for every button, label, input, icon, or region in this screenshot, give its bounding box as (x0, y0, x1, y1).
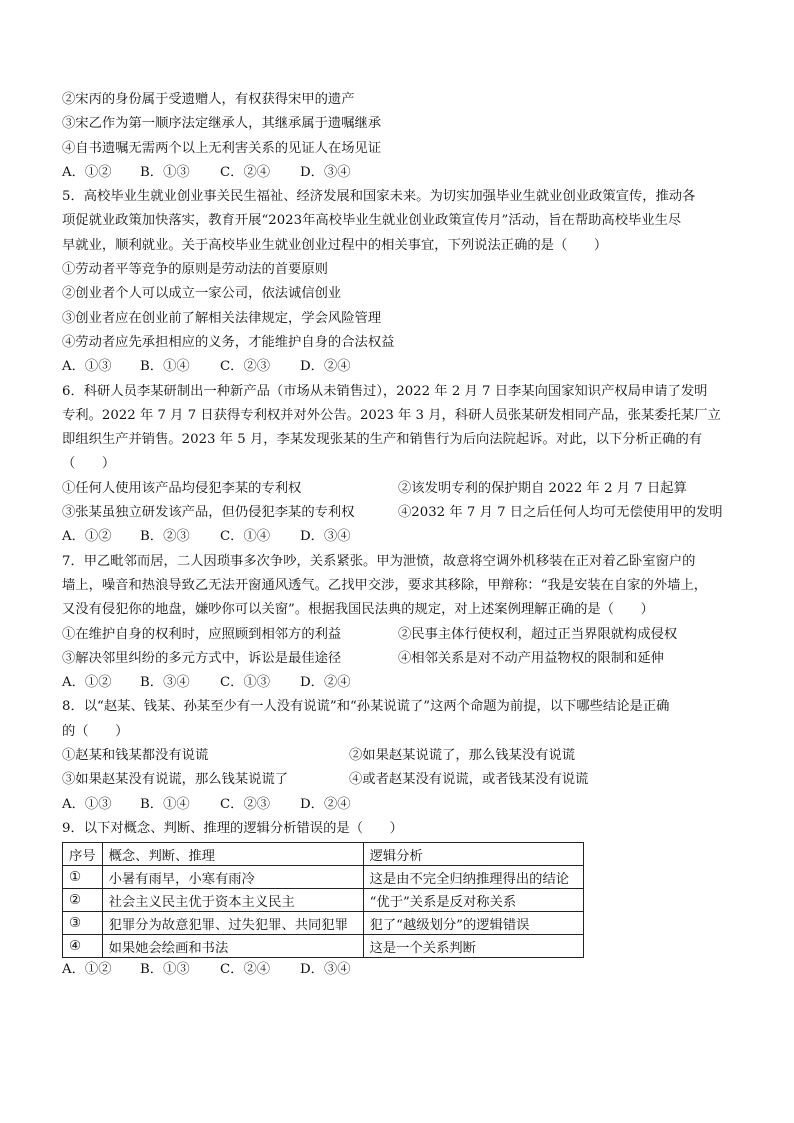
table-cell: 小暑有雨早，小寒有雨冷 (102, 866, 363, 889)
q6-stem-line: 专利。2022 年 7 月 7 日获得专利权并对外公告。2023 年 3 月，科研人员张某研发相同产品，张某委托某厂立 (62, 407, 721, 423)
q8-item: ②如果赵某说谎了，那么钱某没有说谎 (349, 748, 576, 764)
exam-page (62, 88, 742, 983)
option-b: B．①④ (140, 796, 190, 812)
q8-options (62, 793, 742, 817)
table-row (63, 935, 584, 958)
option-a: A．①② (62, 164, 112, 180)
q5-item: ④劳动者应先承担相应的义务，才能维护自身的合法权益 (62, 334, 395, 350)
q7-item-row (62, 647, 742, 671)
option-c: C．②④ (220, 164, 271, 180)
q5-stem-line: 项促就业政策加快落实，教育开展“2023年高校毕业生就业创业政策宣传月”活动，旨在帮助高校毕业生尽 (62, 213, 682, 229)
q8-item: ④或者赵某没有说谎，或者钱某没有说谎 (349, 772, 589, 788)
option-b: B．①④ (140, 359, 190, 375)
q5-item: ③创业者应在创业前了解相关法律规定，学会风险管理 (62, 310, 382, 326)
q7-options (62, 671, 742, 695)
table-row (63, 889, 584, 912)
table-header-cell: 序号 (63, 843, 103, 866)
option-a: A．①② (62, 962, 112, 978)
option-d: D．③④ (300, 962, 351, 978)
q8-stem-line: 的（ ） (62, 723, 129, 739)
table-cell: ④ (63, 935, 103, 958)
table-cell: ① (63, 866, 103, 889)
q8-stem-line: 8．以“赵某、钱某、孙某至少有一人没有说谎”和“孙某说谎了”这两个命题为前提，以下哪些结论是正确 (62, 699, 670, 715)
q6-item: ③张某虽独立研发该产品，但仍侵犯李某的专利权 (62, 505, 355, 521)
q8-item-row (62, 744, 742, 768)
q4-item: ③宋乙作为第一顺序法定继承人，其继承属于遗嘱继承 (62, 116, 382, 132)
option-d: D．②④ (300, 675, 351, 691)
option-c: C．②③ (220, 796, 271, 812)
q9-stem-line: 9．以下对概念、判断、推理的逻辑分析错误的是（ ） (62, 820, 403, 836)
q5-stem-line: 5．高校毕业生就业创业事关民生福祉、经济发展和国家未来。为切实加强毕业生就业创业政策宣传，推动各 (62, 189, 696, 205)
table-header-cell: 概念、判断、推理 (102, 843, 363, 866)
q7-stem-line: 7．甲乙毗邻而居，二人因琐事多次争吵，关系紧张。甲为泄愤，故意将空调外机移装在正对着乙卧室窗户的 (62, 553, 696, 569)
option-b: B．①③ (140, 164, 190, 180)
q6-stem-line: （ ） (62, 456, 116, 472)
q4-options (62, 161, 742, 185)
logic-analysis-table (62, 842, 584, 958)
q6-stem-line: 6．科研人员李某研制出一种新产品（市场从未销售过），2022 年 2 月 7 日李某向国家知识产权局申请了发明 (62, 383, 708, 399)
option-d: D．②④ (300, 796, 351, 812)
table-row (63, 866, 584, 889)
option-b: B．①③ (140, 962, 190, 978)
option-c: C．①③ (220, 675, 271, 691)
q8-item: ③如果赵某没有说谎，那么钱某说谎了 (62, 772, 289, 788)
q9-options (62, 958, 742, 982)
q4-item: ④自书遗嘱无需两个以上无利害关系的见证人在场见证 (62, 140, 382, 156)
table-cell: 这是由不完全归纳推理得出的结论 (363, 866, 583, 889)
q5-stem-line: 早就业，顺利就业。关于高校毕业生就业创业过程中的相关事宜，下列说法正确的是（ ） (62, 237, 608, 253)
table-cell: 犯了“越级划分”的逻辑错误 (363, 912, 583, 935)
q7-stem-line: 墙上，噪音和热浪导致乙无法开窗通风透气。乙找甲交涉，要求其移除，甲辩称：“我是安装在自家的外墙上， (62, 577, 708, 593)
q6-options (62, 525, 742, 549)
q7-item: ④相邻关系是对不动产用益物权的限制和延伸 (398, 650, 664, 666)
q8-item: ①赵某和钱某都没有说谎 (62, 748, 209, 764)
option-a: A．①② (62, 675, 112, 691)
option-c: C．①④ (220, 529, 271, 545)
option-a: A．①③ (62, 359, 112, 375)
table-cell: ③ (63, 912, 103, 935)
table-cell: “优于”关系是反对称关系 (363, 889, 583, 912)
q4-item: ②宋丙的身份属于受遗赠人，有权获得宋甲的遗产 (62, 92, 355, 107)
table-cell: 社会主义民主优于资本主义民主 (102, 889, 363, 912)
option-a: A．①③ (62, 796, 112, 812)
q6-item: ②该发明专利的保护期自 2022 年 2 月 7 日起算 (398, 480, 687, 496)
q6-item-row (62, 477, 742, 501)
table-cell: 这是一个关系判断 (363, 935, 583, 958)
option-d: D．②④ (300, 359, 351, 375)
q5-item: ②创业者个人可以成立一家公司，依法诚信创业 (62, 286, 342, 302)
q7-item: ②民事主体行使权利，超过正当界限就构成侵权 (398, 626, 678, 642)
option-a: A．①② (62, 529, 112, 545)
table-cell: 如果她会绘画和书法 (102, 935, 363, 958)
table-header-row (63, 843, 584, 866)
table-cell: ② (63, 889, 103, 912)
q8-item-row (62, 768, 742, 792)
q5-item: ①劳动者平等竞争的原则是劳动法的首要原则 (62, 262, 328, 278)
q5-options (62, 355, 742, 379)
q7-item: ①在维护自身的权利时，应照顾到相邻方的利益 (62, 626, 342, 642)
q7-stem-line: 又没有侵犯你的地盘，嫌吵你可以关窗”。根据我国民法典的规定，对上述案例理解正确的是（ ） (62, 602, 654, 618)
q6-item-row (62, 501, 742, 525)
q6-stem-line: 即组织生产并销售。2023 年 5 月，李某发现张某的生产和销售行为后向法院起诉。对此，以下分析正确的有 (62, 432, 703, 448)
option-d: D．③④ (300, 529, 351, 545)
option-c: C．②③ (220, 359, 271, 375)
option-c: C．②④ (220, 962, 271, 978)
q7-item: ③解决邻里纠纷的多元方式中，诉讼是最佳途径 (62, 650, 342, 666)
q6-item: ①任何人使用该产品均侵犯李某的专利权 (62, 480, 302, 496)
table-row (63, 912, 584, 935)
q6-item: ④2032 年 7 月 7 日之后任何人均可无偿使用甲的发明 (398, 505, 723, 521)
table-header-cell: 逻辑分析 (363, 843, 583, 866)
option-d: D．③④ (300, 164, 351, 180)
q7-item-row (62, 623, 742, 647)
option-b: B．③④ (140, 675, 190, 691)
table-cell: 犯罪分为故意犯罪、过失犯罪、共同犯罪 (102, 912, 363, 935)
option-b: B．②③ (140, 529, 190, 545)
